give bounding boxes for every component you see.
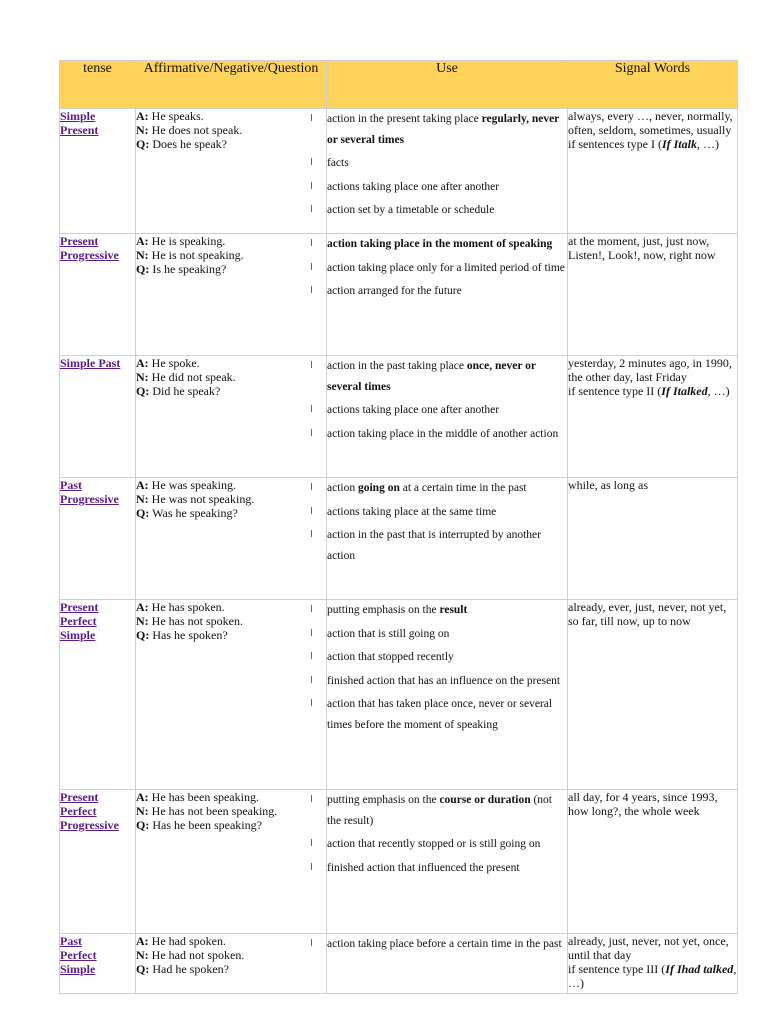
tense-cell: [60, 356, 136, 478]
table-row: [60, 934, 738, 994]
form-label: A:: [136, 934, 149, 948]
use-item: [327, 200, 567, 221]
tense-word: Progressive: [60, 818, 119, 832]
table-row: [60, 109, 738, 234]
text-run: all day, for 4 years, since 1993, how long?, the whole week: [568, 790, 718, 818]
form-label: N:: [136, 123, 149, 137]
form-line: [136, 804, 326, 818]
form-text: He did not speak.: [148, 370, 236, 384]
signal-line: [568, 137, 737, 151]
form-text: He is speaking.: [148, 234, 226, 248]
form-text: He speaks.: [148, 109, 204, 123]
signal-line: [568, 356, 737, 384]
tense-cell: [60, 790, 136, 934]
form-label: Q:: [136, 137, 150, 151]
text-run: actions taking place at the same time: [327, 505, 497, 518]
form-line: [136, 356, 326, 370]
form-line: [136, 234, 326, 248]
form-text: He spoke.: [148, 356, 200, 370]
use-cell: [327, 109, 568, 234]
use-item: [327, 858, 567, 879]
forms-cell: [136, 234, 327, 356]
tense-word: Past: [60, 934, 82, 948]
header-signal-words: Signal Words: [568, 61, 738, 109]
tense-cell: [60, 234, 136, 356]
signal-line: [568, 790, 737, 818]
tense-word: Present: [60, 234, 99, 248]
use-cell: [327, 234, 568, 356]
use-item: [327, 234, 567, 255]
use-item: [327, 600, 567, 621]
text-run: action in the present taking place: [327, 113, 482, 125]
use-item: [327, 834, 567, 855]
form-label: N:: [136, 492, 149, 506]
tense-link[interactable]: [60, 478, 119, 506]
signal-words-cell: [568, 234, 738, 356]
form-line: [136, 137, 326, 151]
use-cell: [327, 600, 568, 790]
signal-line: [568, 109, 737, 137]
text-run: at the moment, just, just now, Listen!, Look!, now, right now: [568, 234, 716, 262]
text-run: action that recently stopped or is still going on: [327, 838, 541, 850]
text-run: action arranged for the future: [327, 285, 462, 297]
tense-cell: [60, 600, 136, 790]
text-run: putting emphasis on the: [327, 794, 440, 806]
form-label: A:: [136, 109, 149, 123]
form-label: A:: [136, 478, 149, 492]
text-run: actions taking place one after another: [327, 404, 500, 416]
use-cell: [327, 790, 568, 934]
tense-cell: [60, 478, 136, 600]
tense-link[interactable]: [60, 234, 119, 262]
forms-cell: [136, 600, 327, 790]
table-body: [60, 109, 738, 994]
text-run: action in the past taking place: [327, 360, 467, 372]
signal-words-cell: [568, 356, 738, 478]
form-line: [136, 614, 326, 628]
form-text: Does he speak?: [149, 137, 227, 151]
tense-word: Perfect: [60, 614, 97, 628]
text-run: action that is still going on: [327, 627, 450, 640]
text-run: yesterday, 2 minutes ago, in 1990, the other day, last Friday: [568, 356, 732, 384]
text-run: , …): [568, 962, 737, 990]
form-text: Is he speaking?: [149, 262, 227, 276]
tense-cell: [60, 109, 136, 234]
text-run: already, ever, just, never, not yet, so far, till now, up to now: [568, 600, 727, 628]
form-label: Q:: [136, 506, 150, 520]
text-run: action taking place in the middle of another action: [327, 427, 559, 440]
use-item: [327, 400, 567, 421]
text-run: if sentence type II (: [568, 384, 662, 398]
signal-line: [568, 234, 737, 262]
text-run: finished action that has an influence on the present: [327, 674, 561, 687]
forms-cell: [136, 790, 327, 934]
table-row: [60, 356, 738, 478]
text-run: action that stopped recently: [327, 651, 454, 663]
form-text: He has not been speaking.: [148, 804, 278, 818]
form-label: N:: [136, 370, 149, 384]
form-line: [136, 600, 326, 614]
form-text: Has he been speaking?: [149, 818, 262, 832]
signal-line: [568, 934, 737, 962]
form-line: [136, 370, 326, 384]
form-label: N:: [136, 804, 149, 818]
tense-word: Simple: [60, 628, 96, 642]
form-line: [136, 492, 326, 506]
use-item: [327, 694, 567, 735]
use-item: [327, 258, 567, 279]
form-text: He has spoken.: [148, 600, 225, 614]
use-item: [327, 478, 567, 499]
text-run: finished action that influenced the present: [327, 861, 520, 874]
text-run: action taking place only for a limited period of time: [327, 261, 565, 274]
bold-text: regularly, never or several times: [327, 113, 560, 146]
use-item: [327, 502, 567, 523]
form-line: [136, 123, 326, 137]
use-item: [327, 647, 567, 668]
tense-cell: [60, 934, 136, 994]
use-cell: [327, 478, 568, 600]
tense-word: Past: [60, 478, 82, 492]
use-item: [327, 356, 567, 397]
form-label: A:: [136, 600, 149, 614]
forms-cell: [136, 478, 327, 600]
text-run: action: [327, 482, 358, 494]
form-label: Q:: [136, 818, 150, 832]
form-line: [136, 934, 326, 948]
text-run: putting emphasis on the: [327, 604, 440, 616]
table-row: [60, 234, 738, 356]
form-text: He does not speak.: [148, 123, 243, 137]
use-item: [327, 790, 567, 831]
use-cell: [327, 934, 568, 994]
text-run: at a certain time in the past: [399, 482, 527, 494]
tense-link[interactable]: [60, 934, 97, 976]
tense-word: Present: [60, 790, 99, 804]
tense-word: Present: [60, 123, 99, 137]
form-text: He has not spoken.: [148, 614, 243, 628]
form-line: [136, 818, 326, 832]
text-run: action taking place before a certain time in the past: [327, 938, 562, 950]
form-text: He was speaking.: [148, 478, 236, 492]
text-run: , …): [707, 384, 730, 398]
bold-text: once, never or several times: [327, 360, 536, 393]
form-text: Did he speak?: [149, 384, 221, 398]
text-run: while, as long as: [568, 478, 648, 492]
form-label: A:: [136, 234, 149, 248]
use-item: [327, 671, 567, 692]
use-item: [327, 109, 567, 150]
tense-link[interactable]: [60, 356, 120, 370]
italic-text: If Italked: [661, 384, 708, 398]
form-line: [136, 962, 326, 976]
use-item: [327, 153, 567, 174]
signal-line: [568, 478, 737, 492]
form-label: Q:: [136, 628, 150, 642]
header-tense: tense: [60, 61, 136, 109]
use-item: [327, 177, 567, 198]
signal-words-cell: [568, 934, 738, 994]
use-item: [327, 624, 567, 645]
text-run: action set by a timetable or schedule: [327, 204, 495, 216]
tense-word: Simple: [60, 109, 96, 123]
tense-word: Progressive: [60, 248, 119, 262]
tense-link[interactable]: [60, 109, 98, 137]
text-run: action that has taken place once, never or several times before the moment of speaking: [327, 698, 553, 731]
forms-cell: [136, 356, 327, 478]
text-run: action in the past that is interrupted by another action: [327, 529, 541, 562]
form-text: He was not speaking.: [148, 492, 255, 506]
signal-words-cell: [568, 600, 738, 790]
form-text: Has he spoken?: [149, 628, 228, 642]
form-label: Q:: [136, 962, 150, 976]
text-run: if sentences type I (: [568, 137, 662, 151]
form-label: A:: [136, 356, 149, 370]
text-run: already, just, never, not yet, once, until that day: [568, 934, 729, 962]
form-text: He is not speaking.: [148, 248, 244, 262]
form-line: [136, 384, 326, 398]
text-run: if sentence type III (: [568, 962, 666, 976]
form-label: Q:: [136, 384, 150, 398]
italic-text: If Italk: [661, 137, 697, 151]
tense-word: Simple Past: [60, 356, 121, 370]
table-row: [60, 600, 738, 790]
text-run: always, every …, never, normally, often, seldom, sometimes, usually: [568, 109, 733, 137]
text-run: (not the result): [327, 794, 552, 827]
header-forms: Affirmative/Negative/Question: [136, 61, 327, 109]
signal-line: [568, 600, 737, 628]
use-item: [327, 934, 567, 955]
tense-word: Simple: [60, 962, 96, 976]
signal-line: [568, 384, 737, 398]
form-label: A:: [136, 790, 149, 804]
tense-link[interactable]: [60, 790, 119, 832]
tense-word: Perfect: [60, 804, 97, 818]
form-line: [136, 248, 326, 262]
use-item: [327, 281, 567, 302]
forms-cell: [136, 934, 327, 994]
text-run: , …): [696, 137, 719, 151]
tense-word: Present: [60, 600, 99, 614]
text-run: facts: [327, 157, 349, 169]
use-cell: [327, 356, 568, 478]
text-run: actions taking place one after another: [327, 180, 500, 193]
form-text: Was he speaking?: [149, 506, 238, 520]
header-row: [60, 61, 738, 109]
form-text: Had he spoken?: [149, 962, 229, 976]
signal-words-cell: [568, 790, 738, 934]
form-label: N:: [136, 614, 149, 628]
table-row: [60, 790, 738, 934]
form-text: He had spoken.: [148, 934, 226, 948]
form-line: [136, 790, 326, 804]
form-label: N:: [136, 948, 149, 962]
tense-link[interactable]: [60, 600, 98, 642]
table-row: [60, 478, 738, 600]
bold-text: course or duration: [439, 794, 531, 806]
form-line: [136, 628, 326, 642]
bold-text: result: [439, 604, 468, 616]
form-text: He had not spoken.: [148, 948, 245, 962]
tense-word: Perfect: [60, 948, 97, 962]
form-line: [136, 948, 326, 962]
form-line: [136, 506, 326, 520]
forms-cell: [136, 109, 327, 234]
form-label: N:: [136, 248, 149, 262]
tenses-table: [59, 60, 738, 994]
use-item: [327, 424, 567, 445]
form-text: He has been speaking.: [148, 790, 259, 804]
form-line: [136, 109, 326, 123]
signal-line: [568, 962, 737, 990]
signal-words-cell: [568, 478, 738, 600]
use-item: [327, 525, 567, 566]
header-use: Use: [327, 61, 568, 109]
bold-text: action taking place in the moment of speaking: [327, 238, 553, 250]
signal-words-cell: [568, 109, 738, 234]
form-line: [136, 478, 326, 492]
italic-text: If Ihad talked: [665, 962, 734, 976]
form-label: Q:: [136, 262, 150, 276]
tense-word: Progressive: [60, 492, 119, 506]
bold-text: going on: [357, 482, 400, 494]
form-line: [136, 262, 326, 276]
